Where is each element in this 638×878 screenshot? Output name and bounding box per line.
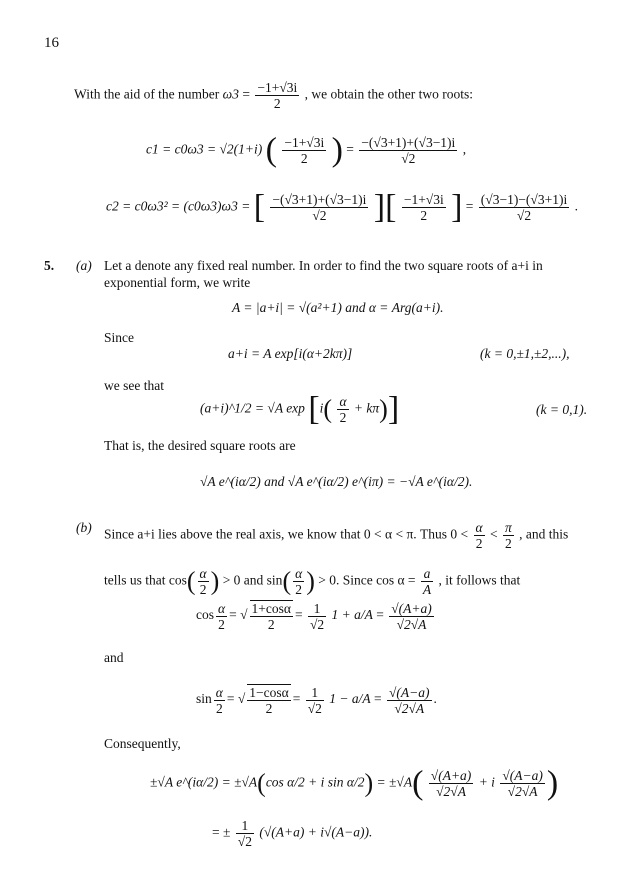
- cos-mid-frac: [308, 601, 326, 632]
- eq-since: a+i = A exp[i(α+2kπ)]: [228, 346, 353, 361]
- part-b-line2-a: tells us that cos: [104, 572, 187, 588]
- c1-frac1: [282, 135, 326, 166]
- sin-mid-num: 1: [311, 684, 319, 700]
- c2-frac3-den: √2: [479, 207, 569, 223]
- right-bracket-3: ]: [387, 390, 400, 428]
- alpha-half-num: α: [475, 520, 483, 535]
- eq-root-rest: + kπ: [353, 400, 380, 416]
- cos-result-den: √2√A: [389, 616, 434, 632]
- we-see-label: we see that: [104, 378, 164, 393]
- cos-arg-num: α: [199, 566, 207, 581]
- section-number: 5.: [44, 258, 55, 273]
- left-paren-6: (: [412, 764, 424, 802]
- final1-t2-den: √2√A: [500, 783, 545, 799]
- right-paren-6: ): [546, 764, 559, 802]
- omega3-denominator: 2: [255, 95, 299, 111]
- lt-sign: <: [489, 526, 498, 542]
- right-paren: ): [331, 131, 343, 169]
- part-b-line1-text: Since a+i lies above the real axis, we know that 0 < α < π. Thus 0 <: [104, 526, 469, 542]
- cos-sqrt-den: 2: [250, 616, 293, 632]
- intro-text: With the aid of the number: [74, 86, 220, 102]
- cos-mid-den: √2: [309, 616, 325, 632]
- cos-arg-den: 2: [198, 581, 209, 597]
- final2-pre: = ±: [212, 824, 231, 840]
- page-number: 16: [44, 35, 59, 51]
- c1-frac1-den: 2: [282, 150, 326, 166]
- sin-arg-num: α: [295, 566, 303, 581]
- right-bracket-2: ]: [451, 188, 463, 226]
- left-paren-2: (: [323, 394, 333, 424]
- left-paren-3: (: [186, 566, 196, 596]
- part-b-line2-tail: , it follows that: [438, 572, 521, 588]
- c2-frac3-num: (√3−1)−(√3+1)i: [480, 192, 568, 207]
- cos-sqrt-num: 1+cosα: [251, 601, 291, 616]
- final1-eq: = ±√A: [376, 774, 413, 790]
- final1-plus-i: + i: [478, 774, 495, 790]
- right-bracket: ]: [373, 188, 386, 226]
- c1-frac2-den: √2: [359, 150, 457, 166]
- c2-frac1-num: −(√3+1)+(√3−1)i: [272, 192, 367, 207]
- equation-c2: c2 = c0ω3² = (c0ω3)ω3 = [ $\frac{-(√3+1)+(√3-1)i}{√2}$ ][ $\frac{-1+√3i}{2}$ ] = $\frac{(√3-1)-(√3+1)i}{√2}$ .: [106, 188, 578, 226]
- cos-inner: 1 + a/A: [331, 607, 373, 623]
- part-b-label: (b): [76, 520, 92, 535]
- cos-mid-num: 1: [313, 600, 321, 616]
- cos-half-lhs-den: 2: [216, 616, 227, 632]
- final2-frac-den: √2: [237, 834, 252, 849]
- part-b-line2-b: > 0 and sin: [222, 572, 283, 588]
- equation-c1: c1 = c0ω3 = √2(1+i) ( $\frac{-1+√3i}{2}$ ) = $\frac{-(√3+1)+(√3-1)i}{√2}$ ,: [146, 131, 467, 169]
- c1-frac1-num: −1+√3i: [284, 135, 325, 150]
- roots-eq: √A e^(iα/2) and √A e^(iα/2) e^(iπ) = −√A e^(iα/2).: [200, 474, 473, 489]
- sin-sqrt-num: 1−cosα: [249, 685, 289, 700]
- sin-result-frac: [387, 685, 432, 716]
- part-b-line1: [104, 520, 568, 551]
- c1-frac2-num: −(√3+1)+(√3−1)i: [361, 135, 456, 150]
- final2-frac-num: 1: [241, 818, 249, 833]
- final1-t2: [500, 768, 545, 799]
- sin-mid-frac: [306, 685, 324, 716]
- eq-A: A = |a+i| = √(a²+1) and α = Arg(a+i).: [232, 300, 444, 315]
- eq-root-frac: [337, 394, 348, 425]
- final2-tail: (√(A+a) + i√(A−a)).: [259, 824, 373, 840]
- omega3-symbol: ω3: [222, 86, 239, 102]
- left-bracket: [: [253, 188, 266, 226]
- final1-lhs: ±√A e^(iα/2) = ±√A: [150, 774, 258, 790]
- left-bracket-2: [: [385, 188, 397, 226]
- a-over-A-den: A: [422, 582, 432, 597]
- part-a-line2: exponential form, we write: [104, 275, 251, 290]
- c1-end: ,: [462, 141, 467, 157]
- sin-inner: 1 − a/A: [329, 691, 371, 707]
- final1-mid: cos α/2 + i sin α/2: [265, 774, 365, 790]
- cos-arg-frac: [198, 566, 209, 597]
- part-b-line1-tail: , and this: [519, 526, 569, 542]
- omega3-numerator: −1+√3i: [257, 80, 298, 95]
- c1-lhs: c1 = c0ω3 = √2(1+i): [146, 141, 263, 157]
- final1-t1-num: √(A+a): [430, 768, 472, 783]
- a-over-A-frac: [421, 566, 433, 597]
- left-paren-4: (: [282, 566, 292, 596]
- final1-t2-num: √(A−a): [502, 768, 543, 783]
- right-paren-4: ): [306, 566, 315, 596]
- right-paren-2: ): [379, 394, 388, 424]
- pi-half-den: 2: [503, 535, 514, 551]
- sin-sqrt-frac: [247, 684, 290, 716]
- equals: =: [242, 86, 250, 102]
- sin-half-lhs-den: 2: [214, 700, 225, 716]
- c2-frac2-den: 2: [402, 207, 446, 223]
- right-paren-3: ): [210, 566, 220, 596]
- left-paren-5: (: [257, 768, 266, 798]
- since-label: Since: [104, 330, 134, 345]
- final-eq-1: [150, 764, 559, 802]
- sin-half-lhs: [214, 685, 225, 716]
- right-paren-5: ): [364, 768, 374, 798]
- c2-frac2-num: −1+√3i: [403, 192, 444, 207]
- c2-frac3: [479, 192, 569, 223]
- and-label: and: [104, 650, 124, 665]
- cos-half-lhs-num: α: [218, 600, 226, 616]
- c2-frac1-den: √2: [270, 207, 368, 223]
- eq-since-k: (k = 0,±1,±2,...),: [480, 346, 570, 361]
- consequently-label: Consequently,: [104, 736, 181, 751]
- part-a-label: (a): [76, 258, 92, 273]
- i-letter: i: [319, 400, 324, 416]
- sin-half-lhs-num: α: [215, 684, 223, 700]
- intro-tail: , we obtain the other two roots:: [304, 86, 473, 102]
- part-b-line2-c: > 0. Since cos α =: [318, 572, 416, 588]
- c2-end: .: [574, 198, 578, 214]
- a-over-A-num: a: [423, 566, 431, 581]
- eq-root: [200, 390, 400, 428]
- final2-frac: [236, 818, 254, 849]
- c2-frac2: [402, 192, 446, 223]
- sin-result-num: √(A−a): [388, 684, 430, 700]
- sin-mid-den: √2: [307, 700, 322, 716]
- eq-root-frac-den: 2: [337, 409, 348, 425]
- eq-root-k: (k = 0,1).: [536, 402, 588, 417]
- final1-t1: [429, 768, 474, 799]
- sin-arg-den: 2: [293, 581, 304, 597]
- part-b-line2: [104, 566, 520, 597]
- paragraph-omega: [74, 80, 473, 111]
- cos-half-eq: cos $\frac{\alpha}{2}$ = √ $\frac{1+\cos\alpha}{2}$ = $\frac{1}{√2}$ 1 + a/A = $\frac{√(A+a)}{√2√A}$: [196, 600, 432, 632]
- c2-frac1: [270, 192, 368, 223]
- omega3-fraction: [255, 80, 299, 111]
- part-a-line1: Let a denote any fixed real number. In order to find the two square roots of a+i in: [104, 258, 543, 273]
- cos-half-lhs: [216, 601, 227, 632]
- alpha-half-den: 2: [474, 535, 485, 551]
- that-is-label: That is, the desired square roots are: [104, 438, 296, 453]
- cos-sqrt-frac: [250, 600, 293, 632]
- sin-half-eq: sin $\frac{\alpha}{2}$ = √ $\frac{1-\cos\alpha}{2}$ = $\frac{1}{√2}$ 1 − a/A = $\frac{√(A-a)}{√2√A}$ .: [196, 684, 437, 716]
- c2-lhs: c2 = c0ω3² = (c0ω3)ω3 =: [106, 198, 251, 214]
- pi-half-frac: [503, 520, 514, 551]
- sin-arg-frac: [293, 566, 304, 597]
- final1-t1-den: √2√A: [429, 783, 474, 799]
- pi-half-num: π: [504, 520, 512, 535]
- eq-root-frac-num: α: [339, 394, 347, 409]
- cos-result-frac: [389, 601, 434, 632]
- left-bracket-3: [: [308, 390, 320, 428]
- alpha-half-frac: [474, 520, 485, 551]
- c1-frac2: [359, 135, 457, 166]
- eq-root-lhs: (a+i)^1/2 = √A exp: [200, 400, 305, 416]
- sin-result-den: √2√A: [387, 700, 432, 716]
- sin-sqrt-den: 2: [247, 700, 290, 716]
- left-paren: (: [265, 131, 277, 169]
- cos-result-num: √(A+a): [391, 600, 432, 616]
- final-eq-2: [212, 818, 372, 849]
